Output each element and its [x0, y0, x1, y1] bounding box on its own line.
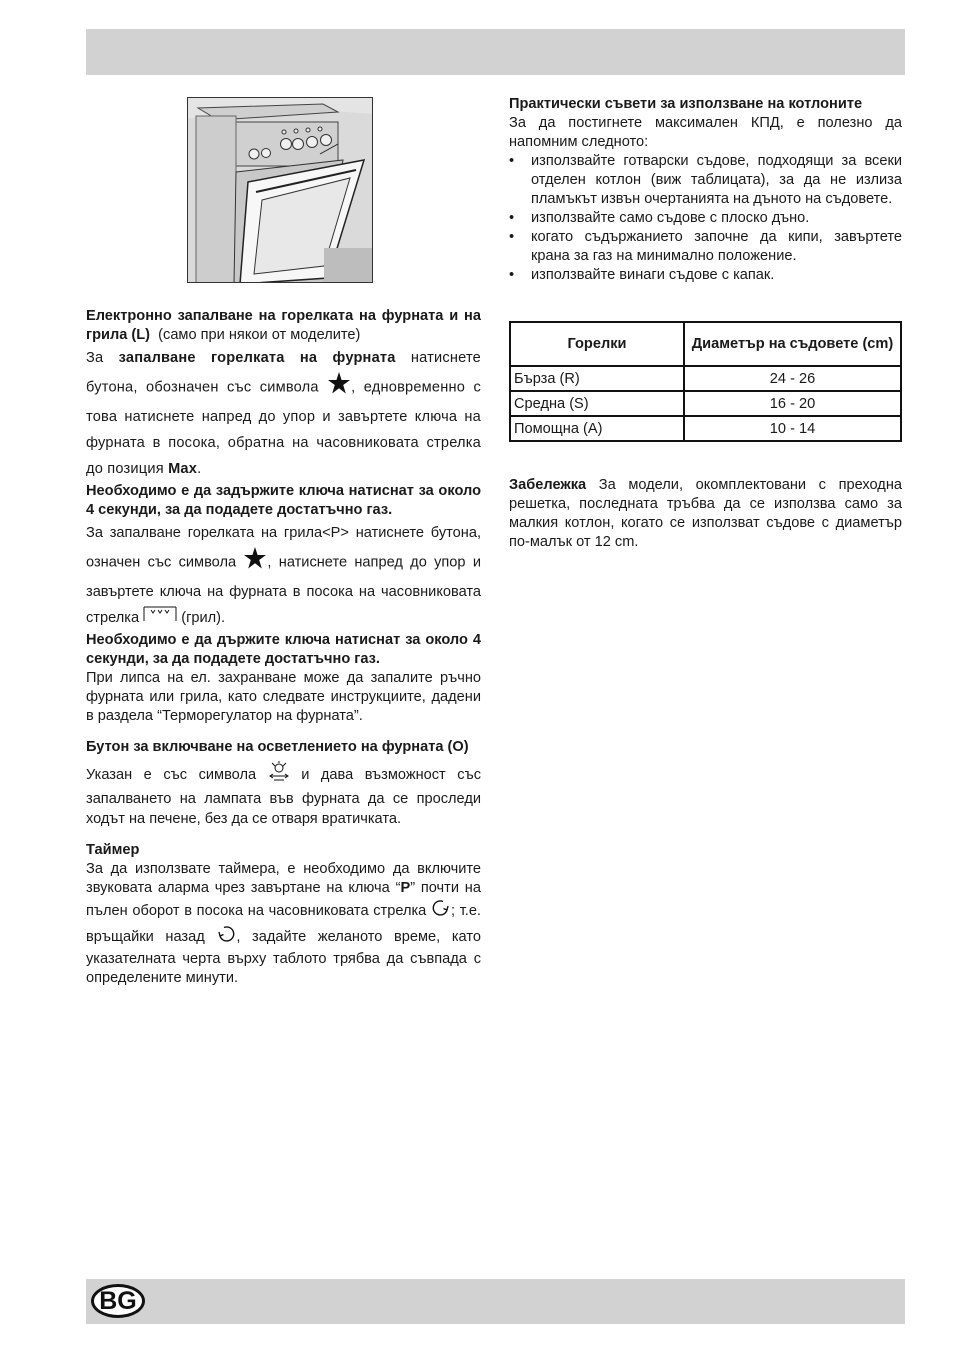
- oven-p1-b: запалване горелката на фурната: [118, 350, 396, 366]
- burner-name: Бърза (R): [510, 366, 684, 391]
- timer-p-a: За да използвате таймера, е необходимо да включите звуковата аларма чрез завъртане на ключа “: [86, 861, 481, 897]
- footer-band: [86, 1279, 905, 1324]
- tips-list: [509, 152, 902, 285]
- timer-heading: Таймер: [86, 842, 140, 859]
- list-item: [509, 266, 902, 285]
- oven-p1-c: натиснете бутона, обозначен със символа: [86, 350, 481, 396]
- clockwise-arrow-icon: [431, 898, 451, 924]
- table-row: [510, 391, 901, 416]
- burner-diameter-table: [509, 321, 902, 442]
- tip-text: използвайте само съдове с плоско дъно.: [531, 210, 810, 226]
- language-badge: BG: [91, 1284, 145, 1318]
- timer-p-b: ” почти на пълен оборот в посока на часовниковата стрелка: [86, 880, 481, 919]
- table-row: [510, 366, 901, 391]
- oven-illustration: [187, 97, 373, 283]
- list-item: [509, 152, 902, 209]
- timer-p-key: P: [400, 880, 411, 897]
- timer-p-c: ; т.е. връщайки назад: [86, 903, 481, 945]
- tips-heading: Практически съвети за използване на котлоните: [509, 96, 863, 112]
- right-column: [509, 95, 902, 285]
- tips-intro: За да постигнете максимален КПД, е полезно да напомним следното:: [509, 115, 902, 150]
- cooker-open-door-drawing: [188, 98, 373, 283]
- oven-lamp-icon: [268, 761, 290, 789]
- burner-diameter: 10 - 14: [684, 416, 901, 441]
- timer-paragraph: [86, 860, 481, 988]
- oven-p1-a: За: [86, 350, 104, 366]
- header-band: [86, 29, 905, 75]
- header-diameter: Диаметър на съдовете (cm): [684, 322, 901, 366]
- star-ignition-icon: [243, 546, 267, 579]
- hold-warning-2: Необходимо е да държите ключа натиснат за около 4 секунди, за да подадете достатъчно газ.: [86, 632, 481, 668]
- burner-name: Помощна (A): [510, 416, 684, 441]
- oven-ignition-paragraph: [86, 345, 481, 482]
- grill-icon: [143, 605, 177, 631]
- tip-text: използвайте готварски съдове, подходящи за всеки отделен котлон (виж таблицата), за да не излиза пламъкът извън очертанията на дъното на съдовете.: [531, 153, 902, 207]
- timer-p-d: , задайте желаното време, като указателната черта върху таблото трябва да съвпада с определените минути.: [86, 929, 481, 987]
- power-failure-paragraph: При липса на ел. захранване може да запалите ръчно фурната или грила, като следвате инструкциите, дадени в раздела “Терморегулатор на фурната”.: [86, 670, 481, 725]
- table-header-row: [510, 322, 901, 366]
- bullet: •: [509, 267, 515, 283]
- light-p-a: Указан е със символа: [86, 767, 257, 783]
- light-p-b: и дава възможност със запалването на лампата във фурната да се проследи ходът на печене, без да се отваря вратичката.: [86, 767, 481, 828]
- hold-warning-1: Необходимо е да задържите ключа натиснат за около 4 секунди, за да подадете достатъчно газ.: [86, 483, 481, 518]
- light-paragraph: [86, 761, 481, 829]
- oven-p1-max: Max: [168, 461, 198, 477]
- oven-p1-end: .: [197, 461, 202, 477]
- table-row: [510, 416, 901, 441]
- note-text: За модели, окомплектовани с преходна решетка, последната тръбва да се използва само за малкия котлон, когато се използват съдове с диаметър по-малък от 12 cm.: [509, 477, 902, 550]
- left-column: [86, 307, 481, 988]
- grill-ignition-paragraph: [86, 520, 481, 631]
- ignition-heading-text: Електронно запалване на горелката на фурната и на грила (L): [86, 308, 481, 343]
- bullet: •: [509, 229, 515, 245]
- burner-diameter: 24 - 26: [684, 366, 901, 391]
- light-heading: Бутон за включване на осветлението на фурната (O): [86, 739, 469, 756]
- tip-text: когато съдържанието започне да кипи, завъртете крана за газ на минимално положение.: [531, 229, 902, 264]
- counterclockwise-arrow-icon: [216, 924, 236, 950]
- oven-p1-d: , едновременно с това натиснете напред до упор и завъртете ключа на фурната в посока, обратна на часовниковата стрелка до позиция: [86, 379, 481, 477]
- note-label: Забележка: [509, 477, 587, 493]
- list-item: [509, 228, 902, 266]
- note-paragraph: [509, 476, 902, 552]
- bullet: •: [509, 153, 515, 169]
- grill-p-b: , натиснете напред до упор и завъртете ключа на фурната в посока на часовниковата стрелка: [86, 554, 481, 626]
- list-item: [509, 209, 902, 228]
- burner-name: Средна (S): [510, 391, 684, 416]
- tip-text: използвайте винаги съдове с капак.: [531, 267, 775, 283]
- bullet: •: [509, 210, 515, 226]
- grill-p-a: За запалване горелката на грила<P> натиснете бутона, означен със символа: [86, 525, 481, 571]
- ignition-heading-note: (само при някои от моделите): [158, 327, 361, 343]
- burner-diameter: 16 - 20: [684, 391, 901, 416]
- grill-p-c: (грил).: [181, 610, 226, 626]
- ignition-heading: [86, 307, 481, 345]
- star-ignition-icon: [327, 371, 351, 404]
- header-burners: Горелки: [510, 322, 684, 366]
